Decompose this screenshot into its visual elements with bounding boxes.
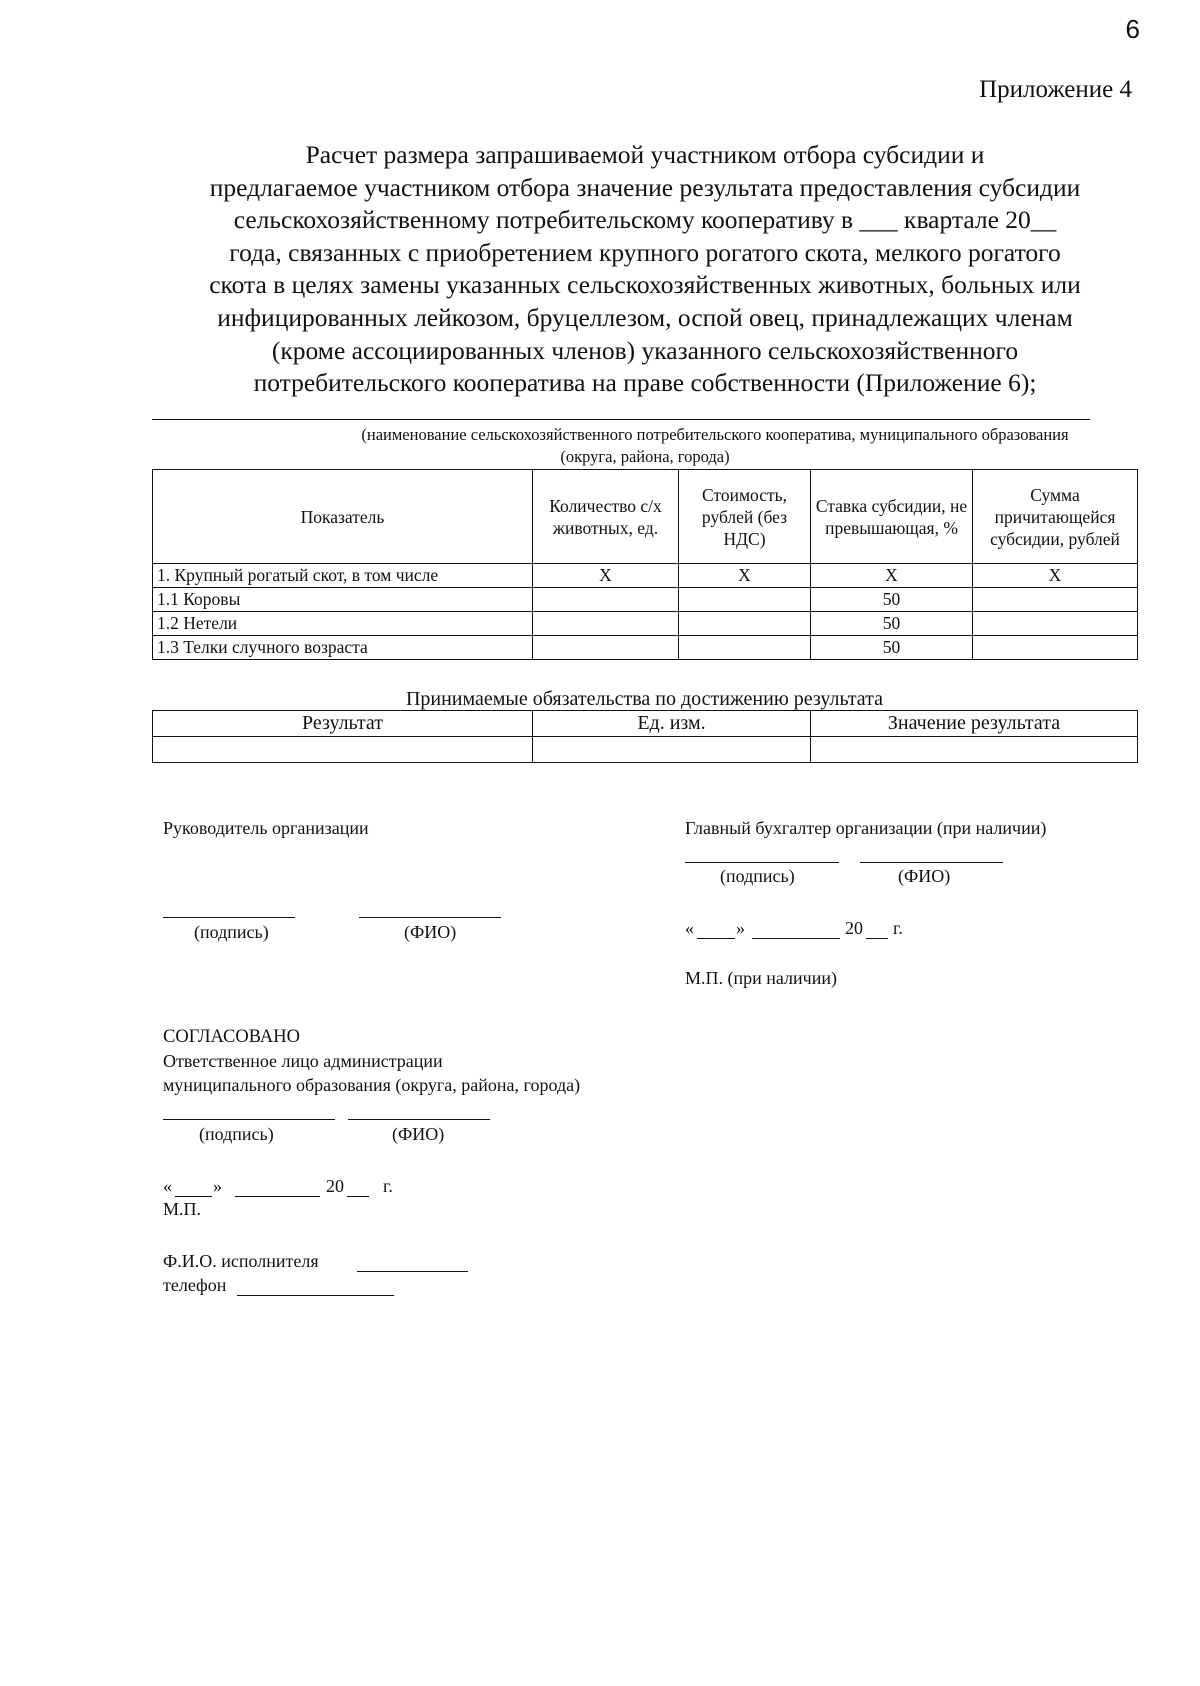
approval-signature-line[interactable] xyxy=(163,1119,335,1120)
approval-title: СОГЛАСОВАНО xyxy=(163,1027,300,1047)
approval-line: Ответственное лицо администрации xyxy=(163,1051,443,1071)
column-header: Показатель xyxy=(153,470,533,564)
obligations-table xyxy=(152,710,1138,763)
executor-label: Ф.И.О. исполнителя xyxy=(163,1251,319,1271)
date-month-line[interactable] xyxy=(235,1196,320,1197)
stamp-optional-label: М.П. (при наличии) xyxy=(685,968,837,988)
amount-cell: Х xyxy=(973,564,1138,588)
date-day-line[interactable] xyxy=(175,1196,212,1197)
title-line: года, связанных с приобретением крупного рогатого скота, мелкого рогатого xyxy=(229,237,1061,267)
phone-line[interactable] xyxy=(237,1295,394,1296)
table-header-row xyxy=(153,470,1138,564)
date-open-quote: « xyxy=(163,1176,172,1196)
table-row xyxy=(153,588,1138,612)
amount-cell[interactable] xyxy=(973,636,1138,660)
result-cell[interactable] xyxy=(153,737,533,763)
table-row xyxy=(153,612,1138,636)
table-row xyxy=(153,737,1138,763)
executor-line[interactable] xyxy=(357,1271,468,1272)
column-header: Результат xyxy=(153,711,533,737)
rate-cell: 50 xyxy=(811,636,973,660)
head-fio-line[interactable] xyxy=(359,917,501,918)
column-header: Значение результата xyxy=(811,711,1138,737)
document-title xyxy=(150,139,1140,400)
date-year-line[interactable] xyxy=(866,938,888,939)
column-header: Количество с/х животных, ед. xyxy=(533,470,679,564)
accountant-label: Главный бухгалтер организации (при наличии) xyxy=(685,818,1047,838)
head-signature-line[interactable] xyxy=(163,917,295,918)
cost-cell[interactable] xyxy=(679,588,811,612)
date-close-quote: » xyxy=(213,1176,222,1196)
table-header-row xyxy=(153,711,1138,737)
date-day-line[interactable] xyxy=(697,938,735,939)
indicator-cell: 1.1 Коровы xyxy=(153,588,533,612)
organization-caption-line: (наименование сельскохозяйственного потребительского кооператива, муниципального образования xyxy=(361,425,1069,444)
accountant-signature-caption: (подпись) xyxy=(720,866,795,886)
rate-cell: 50 xyxy=(811,588,973,612)
approval-line: муниципального образования (округа, района, города) xyxy=(163,1075,581,1095)
cost-cell: Х xyxy=(679,564,811,588)
approval-fio-line[interactable] xyxy=(348,1119,490,1120)
date-open-quote: « xyxy=(685,918,694,938)
table-row xyxy=(153,564,1138,588)
unit-cell[interactable] xyxy=(533,737,811,763)
title-line: инфицированных лейкозом, бруцеллезом, оспой овец, принадлежащих членам xyxy=(217,302,1073,332)
column-header: Сумма причитающейся субсидии, рублей xyxy=(973,470,1138,564)
stamp-label: М.П. xyxy=(163,1199,202,1219)
page-number: 6 xyxy=(1125,14,1140,44)
date-close-quote: » xyxy=(736,918,745,938)
cost-cell[interactable] xyxy=(679,612,811,636)
approval-signature-caption: (подпись) xyxy=(199,1124,274,1144)
amount-cell[interactable] xyxy=(973,588,1138,612)
quantity-cell[interactable] xyxy=(533,612,679,636)
date-month-line[interactable] xyxy=(752,938,840,939)
organization-caption xyxy=(150,424,1140,468)
head-signature-caption: (подпись) xyxy=(194,922,269,942)
cost-cell[interactable] xyxy=(679,636,811,660)
date-year-suffix: г. xyxy=(383,1176,393,1196)
title-line: скота в целях замены указанных сельскохозяйственных животных, больных или xyxy=(209,270,1081,300)
head-label: Руководитель организации xyxy=(163,818,369,838)
accountant-fio-caption: (ФИО) xyxy=(898,866,951,886)
rate-cell: 50 xyxy=(811,612,973,636)
table-row xyxy=(153,636,1138,660)
date-year-line[interactable] xyxy=(347,1196,369,1197)
indicator-cell: 1. Крупный рогатый скот, в том числе xyxy=(153,564,533,588)
rate-cell: Х xyxy=(811,564,973,588)
date-year-suffix: г. xyxy=(893,918,903,938)
indicator-cell: 1.3 Телки случного возраста xyxy=(153,636,533,660)
quantity-cell: Х xyxy=(533,564,679,588)
title-line: потребительского кооператива на праве собственности (Приложение 6); xyxy=(253,368,1037,398)
quantity-cell[interactable] xyxy=(533,636,679,660)
approval-fio-caption: (ФИО) xyxy=(392,1124,445,1144)
title-line: (кроме ассоциированных членов) указанного сельскохозяйственного xyxy=(271,335,1019,365)
phone-label: телефон xyxy=(163,1275,227,1295)
column-header: Ед. изм. xyxy=(533,711,811,737)
accountant-signature-line[interactable] xyxy=(685,862,839,863)
title-line: сельскохозяйственному потребительскому кооперативу в ___ квартале 20__ xyxy=(233,205,1057,235)
accountant-fio-line[interactable] xyxy=(860,862,1003,863)
date-year-prefix: 20 xyxy=(326,1176,344,1196)
amount-cell[interactable] xyxy=(973,612,1138,636)
indicator-cell: 1.2 Нетели xyxy=(153,612,533,636)
result-value-cell[interactable] xyxy=(811,737,1138,763)
title-line: предлагаемое участником отбора значение результата предоставления субсидии xyxy=(209,172,1081,202)
head-fio-caption: (ФИО) xyxy=(404,922,457,942)
organization-name-line[interactable] xyxy=(152,419,1090,420)
title-line: Расчет размера запрашиваемой участником отбора субсидии и xyxy=(305,140,985,169)
column-header: Стоимость, рублей (без НДС) xyxy=(679,470,811,564)
obligations-title: Принимаемые обязательства по достижению результата xyxy=(405,688,884,710)
organization-caption-line: (округа, района, города) xyxy=(560,447,730,466)
date-year-prefix: 20 xyxy=(845,918,863,938)
subsidy-table xyxy=(152,469,1138,660)
quantity-cell[interactable] xyxy=(533,588,679,612)
column-header: Ставка субсидии, не превышающая, % xyxy=(811,470,973,564)
appendix-label: Приложение 4 xyxy=(979,76,1132,103)
